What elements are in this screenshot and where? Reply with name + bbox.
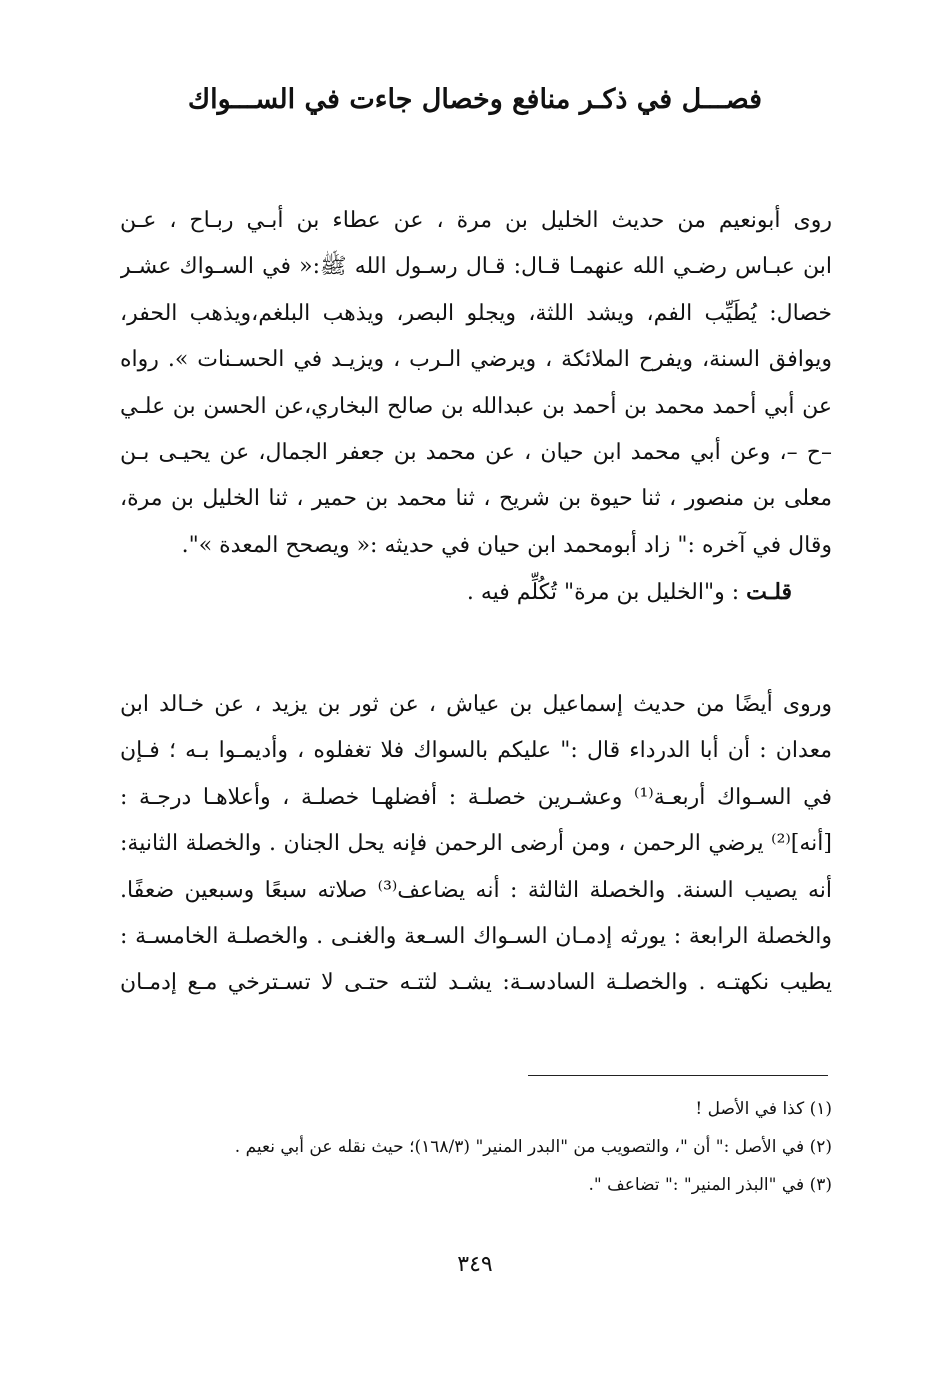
page-number: ٣٤٩ (457, 1252, 493, 1277)
text-line: خصال: يُطَيِّب الفم، ويشد اللثة، ويجلو البصر، ويذهب البلغم،ويذهب الحفر، (120, 300, 832, 326)
comment-line (120, 569, 832, 615)
text-line: يطيب نكهتـه . والخصلـة السادسـة: يشـد لثتـه حتـى لا تسـترخي مـع إدمـان (120, 970, 832, 996)
section-heading: فصـــل في ذكـر منافع وخصال جاءت في الســـواك (187, 84, 763, 115)
footnote-divider (528, 1075, 828, 1076)
paragraph-2 (120, 682, 832, 1007)
text-line: معلى بن منصور ، ثنا حيوة بن شريح ، ثنا محمد بن حمير ، ثنا الخليل بن مرة، (120, 486, 832, 512)
text-line: وروى أيضًا من حديث إسماعيل بن عياش ، عن ثور بن يزيد ، عن خـالد ابن (120, 692, 832, 717)
footnote-item: (٣) في "البذر المنير" :" تضاعف ". (588, 1175, 832, 1195)
text-line: عن أبي أحمد محمد بن أحمد بن عبدالله بن صالح البخاري،عن الحسن بن علـي (120, 393, 832, 419)
text-line: ويوافق السنة، ويفرح الملائكة ، ويرضي الـرب ، ويزيـد في الحسـنات ». رواه (120, 347, 832, 373)
text-line: وقال في آخره :" زاد أبومحمد ابن حيان في حديثه :« ويصحح المعدة »". (181, 532, 832, 558)
footnote-item: (١) كذا في الأصل ! (695, 1099, 832, 1119)
comment-label: قلـت (746, 579, 792, 606)
paragraph-1 (120, 198, 832, 616)
comment-text: : و"الخليل بن مرة" تُكُلِّم فيه . (466, 580, 747, 606)
footnotes (150, 1090, 832, 1204)
text-line: –ح –، وعن أبي محمد ابن حيان ، عن محمد بن جعفر الجمال، عن يحيـى بـن (120, 439, 832, 465)
text-line: ابن عبـاس رضـي الله عنهمـا قـال: قـال رسـول الله ﷺ:« في السـواك عشـر (120, 254, 832, 280)
text-line: أنه يصيب السنة. والخصلة الثالثة : أنه يضاعف⁽³⁾ صلاته سبعًا وسبعين ضعفًا. (120, 877, 832, 903)
footnote-item: (٢) في الأصل :" أن "، والتصويب من "البدر المنير" (١٦٨/٣)؛ حيث نقله عن أبي نعيم . (234, 1137, 832, 1157)
text-line: والخصلة الرابعة : يورثه إدمـان السـواك السـعة والغنـى . والخصلـة الخامسـة : (120, 923, 832, 949)
text-line: معدان : أن أبا الدرداء قال :" عليكم بالسواك فلا تغفلوه ، وأديمـوا بـه ؛ فـإن (120, 738, 832, 764)
text-line: في السـواك أربعـة⁽¹⁾ وعشـرين خصلـة : أفضلهـا خصلـة ، وأعلاهـا درجـة : (120, 784, 832, 810)
text-line: [أنه]⁽²⁾ يرضي الرحمن ، ومن أرضى الرحمن فإنه يحل الجنان . والخصلة الثانية: (120, 831, 832, 857)
text-line: روى أبونعيم من حديث الخليل بن مرة ، عن عطاء بن أبـي ربـاح ، عـن (120, 208, 832, 233)
